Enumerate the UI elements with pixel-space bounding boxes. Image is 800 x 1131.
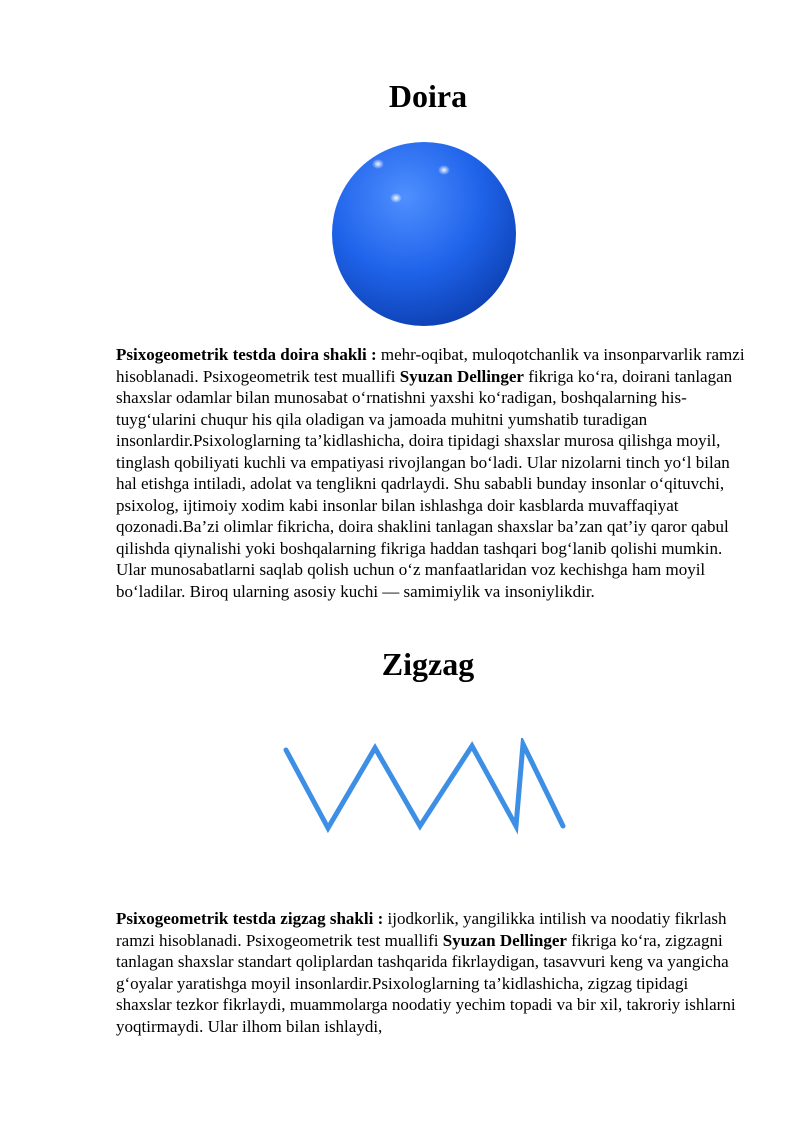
- paragraph-lead: Psixogeometrik testda doira shakli :: [116, 345, 377, 364]
- sphere-graphic: [330, 140, 518, 328]
- sphere-highlight: [390, 193, 402, 203]
- section-paragraph-zigzag: [116, 908, 748, 1037]
- section-paragraph-doira: [116, 344, 748, 602]
- paragraph-text: mehr-oqibat, muloqotchanlik va insonparvarlik ramzi hisoblanadi. Psixogeometrik test muallifi: [116, 345, 745, 386]
- sphere-body: [332, 142, 516, 326]
- author-name: Syuzan Dellinger: [399, 366, 524, 386]
- blue-sphere-image: [330, 140, 518, 328]
- paragraph-text: ijodkorlik, yangilikka intilish va noodatiy fikrlash ramzi hisoblanadi. Psixogeometrik test muallifi: [116, 909, 727, 950]
- zigzag-graphic: [280, 738, 570, 838]
- author-name: Syuzan Dellinger: [442, 930, 567, 950]
- blue-zigzag-image: [280, 738, 570, 838]
- paragraph-lead: Psixogeometrik testda zigzag shakli :: [116, 909, 384, 928]
- section-title-zigzag: Zigzag: [381, 646, 475, 682]
- sphere-highlight: [438, 165, 450, 175]
- sphere-highlight: [372, 159, 384, 169]
- paragraph-text: fikriga ko‘ra, doirani tanlagan shaxslar odamlar bilan munosabat o‘rnatishni yaxshi ko‘radigan, boshqalarning his-tuyg‘ularini chuqur his qila oladigan va jamoada muhitni yumshatib turadigan insonlardir.Psixologlarning ta’kidlashicha, doira tipidagi shaxslar murosa qilishga moyil, tinglash qobiliyati kuchli va empatiyasi rivojlangan bo‘ladi. Ular nizolarni tinch yo‘l bilan hal etishga intiladi, adolat va tenglikni qadrlaydi. Shu sababli bunday insonlar o‘qituvchi, psixolog, ijtimoiy xodim kabi insonlar bilan ishlashga doir kasblarda muvaffaqiyat qozonadi.Ba’zi olimlar fikricha, doira shaklini tanlagan shaxslar ba’zan qat’iy qaror qabul qilishda qiynalishi yoki boshqalarning fikriga haddan tashqari bog‘lanib qolishi mumkin. Ular munosabatlarni saqlab qolish uchun o‘z manfaatlaridan voz kechishga ham moyil bo‘ladilar. Biroq ularning asosiy kuchi — samimiylik va insoniylikdir.: [116, 366, 733, 601]
- section-title-doira: Doira: [388, 78, 468, 114]
- paragraph-text: fikriga ko‘ra, zigzagni tanlagan shaxslar standart qoliplardan tashqarida fikrlaydigan, tasavvuri keng va yangicha g‘oyalar yaratishga moyil insonlardir.Psixologlarning ta’kidlashicha, zigzag tipidagi shaxslar tezkor fikrlaydi, muammolarga noodatiy yechim topadi va bir xil, takroriy ishlarni yoqtirmaydi. Ular ilhom bilan ishlaydi,: [116, 930, 736, 1036]
- zigzag-line: [286, 744, 563, 828]
